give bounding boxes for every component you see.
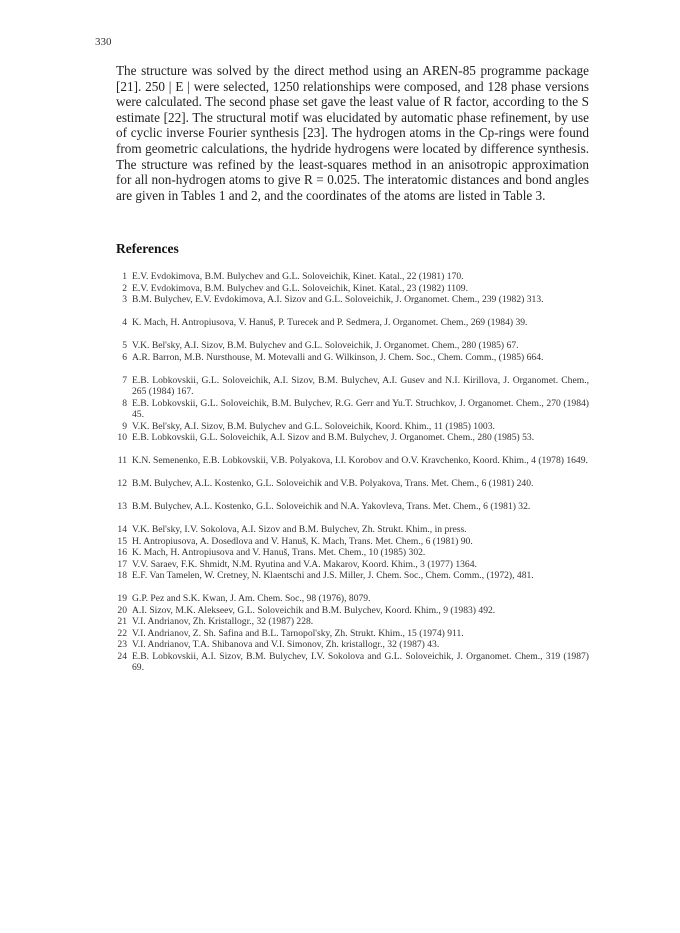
reference-text: K.N. Semenenko, E.B. Lobkovskii, V.B. Polyakova, I.I. Korobov and O.V. Kravchenko, Koord. Khim., 4 (1978) 1649. [132,455,588,466]
reference-text: K. Mach, H. Antropiusova, V. Hanuš, P. Turecek and P. Sedmera, J. Organomet. Chem., 269 (1984) 39. [132,317,528,328]
reference-item [116,536,589,548]
reference-item [116,398,589,421]
reference-item [116,283,589,295]
reference-item [116,593,589,605]
reference-text: V.I. Andrianov, Z. Sh. Safina and B.L. Tarnopol'sky, Zh. Strukt. Khim., 15 (1974) 911. [132,627,464,639]
reference-number: 10 [117,432,127,443]
reference-item [116,651,589,674]
reference-number: 18 [117,570,127,581]
reference-text: B.M. Bulychev, A.L. Kostenko, G.L. Soloveichik and V.B. Polyakova, Trans. Met. Chem., 6 (1981) 240. [132,478,534,489]
reference-number: 1 [122,271,127,282]
page-number: 330 [95,36,112,48]
reference-text: A.R. Barron, M.B. Nursthouse, M. Motevalli and G. Wilkinson, J. Chem. Soc., Chem. Comm., (1985) 664. [132,351,544,363]
reference-number: 6 [122,351,127,363]
reference-item [116,605,589,617]
reference-text: A.I. Sizov, M.K. Alekseev, G.L. Soloveichik and B.M. Bulychev, Koord. Khim., 9 (1983) 492. [132,604,496,616]
reference-text: E.B. Lobkovskii, G.L. Soloveichik, A.I. Sizov, B.M. Bulychev, A.I. Gusev and N.I. Kirillova, J. Organomet. Chem., 265 (1984) 167. [132,374,589,397]
reference-item [116,340,589,352]
reference-item [116,501,589,524]
reference-text: G.P. Pez and S.K. Kwan, J. Am. Chem. Soc., 98 (1976), 8079. [132,593,371,604]
reference-text: E.B. Lobkovskii, G.L. Soloveichik, A.I. Sizov and B.M. Bulychev, J. Organomet. Chem., 280 (1985) 53. [132,432,535,443]
reference-text: V.I. Andrianov, T.A. Shibanova and V.I. Simonov, Zh. kristallogr., 32 (1987) 43. [132,639,440,650]
reference-number: 11 [117,455,127,466]
reference-number: 19 [117,593,127,604]
reference-text: V.K. Bel'sky, A.I. Sizov, B.M. Bulychev and G.L. Soloveichik, Koord. Khim., 11 (1985) 1003. [132,420,495,432]
reference-number: 3 [122,294,127,305]
reference-item [116,616,589,628]
reference-text: E.B. Lobkovskii, G.L. Soloveichik, B.M. Bulychev, R.G. Gerr and Yu.T. Struchkov, J. Organomet. Chem., 270 (1984) 45. [132,397,589,420]
reference-number: 16 [117,547,127,558]
references-heading: References [116,241,179,256]
reference-text: K. Mach, H. Antropiusova and V. Hanuš, Trans. Met. Chem., 10 (1985) 302. [132,547,426,558]
reference-text: V.K. Bel'sky, I.V. Sokolova, A.I. Sizov and B.M. Bulychev, Zh. Strukt. Khim., in press. [132,524,467,535]
reference-number: 23 [117,639,127,650]
reference-number: 21 [117,616,127,627]
reference-item [116,294,589,317]
reference-number: 5 [122,340,127,351]
reference-text: B.M. Bulychev, A.L. Kostenko, G.L. Soloveichik and N.A. Yakovleva, Trans. Met. Chem., 6 (1981) 32. [132,501,531,512]
reference-number: 24 [117,650,127,662]
reference-text: E.V. Evdokimova, B.M. Bulychev and G.L. Soloveichik, Kinet. Katal., 23 (1982) 1109. [132,282,469,294]
reference-text: E.F. Van Tamelen, W. Cretney, N. Klaentschi and J.S. Miller, J. Chem. Soc., Chem. Comm., (1972), 481. [132,570,534,581]
reference-number: 2 [122,282,127,294]
reference-item [116,352,589,375]
structure-solution-paragraph: The structure was solved by the direct method using an AREN-85 programme package [21]. 250 | E | were selected, 1250 relationships were composed, and 128 phase versions were calculated. The second phase set gave the least value of R factor, according to the S estimate [22]. The structural motif was elucidated by automatic phase refinement, by use of cyclic inverse Fourier synthesis [23]. The hydrogen atoms in the Cp-rings were found from geometric calculations, the hydride hydrogens were located by difference synthesis. The structure was refined by the least-squares method in an anisotropic approximation for all non-hydrogen atoms to give R = 0.025. The interatomic distances and bond angles are given in Tables 1 and 2, and the coordinates of the atoms are listed in Table 3. [116,63,589,203]
reference-number: 4 [122,317,127,328]
reference-item [116,432,589,455]
reference-number: 12 [117,478,127,489]
reference-item [116,421,589,433]
reference-number: 7 [122,374,127,386]
reference-item [116,524,589,536]
reference-number: 17 [117,558,127,570]
reference-item [116,478,589,501]
reference-number: 15 [117,535,127,547]
reference-text: B.M. Bulychev, E.V. Evdokimova, A.I. Sizov and G.L. Soloveichik, J. Organomet. Chem., 239 (1982) 313. [132,294,544,305]
references-list [116,271,589,674]
reference-item [116,559,589,571]
reference-number: 13 [117,501,127,512]
reference-number: 14 [117,524,127,535]
reference-text: V.I. Andrianov, Zh. Kristallogr., 32 (1987) 228. [132,616,314,627]
reference-item [116,455,589,478]
reference-number: 22 [117,627,127,639]
reference-number: 20 [117,604,127,616]
reference-text: H. Antropiusova, A. Dosedlova and V. Hanuš, K. Mach, Trans. Met. Chem., 6 (1981) 90. [132,535,473,547]
reference-item [116,628,589,640]
reference-number: 8 [122,397,127,409]
reference-item [116,375,589,398]
reference-item [116,317,589,340]
reference-text: E.V. Evdokimova, B.M. Bulychev and G.L. Soloveichik, Kinet. Katal., 22 (1981) 170. [132,271,464,282]
reference-item [116,639,589,651]
reference-item [116,570,589,593]
reference-text: E.B. Lobkovskii, A.I. Sizov, B.M. Bulychev, I.V. Sokolova and G.L. Soloveichik, J. Organomet. Chem., 319 (1987) 69. [132,650,589,673]
reference-text: V.V. Saraev, F.K. Shmidt, N.M. Ryutina and V.A. Makarov, Koord. Khim., 3 (1977) 1364. [132,558,477,570]
reference-item [116,271,589,283]
reference-number: 9 [122,420,127,432]
reference-item [116,547,589,559]
body-paragraph-block [116,63,589,203]
reference-text: V.K. Bel'sky, A.I. Sizov, B.M. Bulychev and G.L. Soloveichik, J. Organomet. Chem., 280 (1985) 67. [132,340,519,351]
